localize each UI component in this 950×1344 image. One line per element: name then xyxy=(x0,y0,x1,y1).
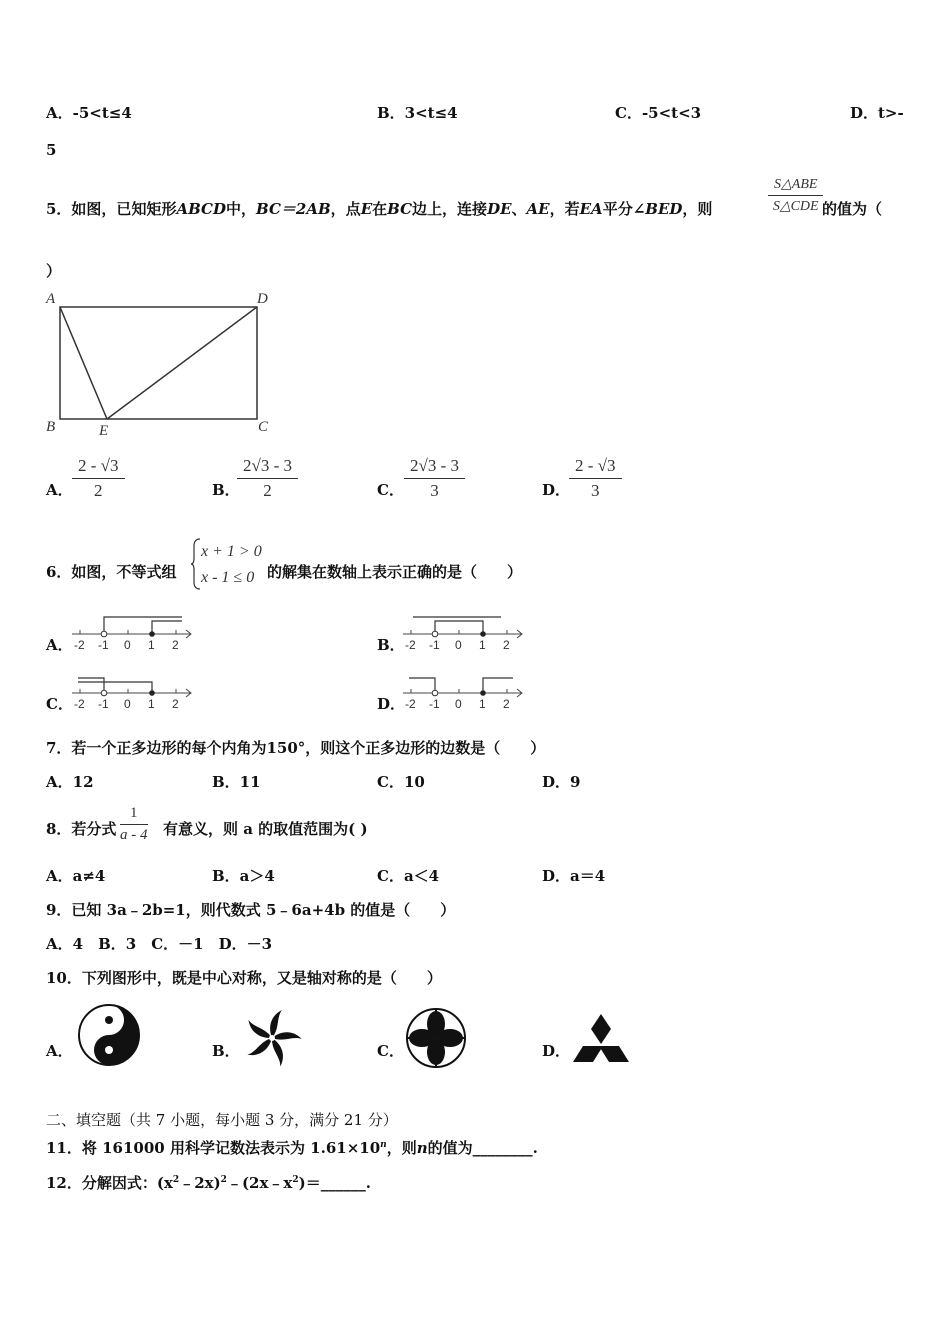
q7-option-b: B．11 xyxy=(212,773,261,791)
q6-option-d-letter: D． xyxy=(377,695,406,713)
label-e: E xyxy=(99,423,109,439)
tick-label: 1 xyxy=(148,697,155,711)
q7-stem: 7．若一个正多边形的每个内角为150°，则这个正多边形的边数是（ ） xyxy=(46,739,546,757)
q5-stem-tail: 的值为（ xyxy=(822,200,883,218)
q5-option-b-fraction: $\frac{2√3 - 3}{2}$ xyxy=(237,456,298,501)
tick-label: 0 xyxy=(455,638,462,652)
label-a: A xyxy=(46,291,56,307)
tick-label: 0 xyxy=(455,697,462,711)
q6-option-a-letter: A． xyxy=(46,636,73,654)
q8-option-c: C．a＜4 xyxy=(377,867,440,885)
q5-option-a-letter: A． xyxy=(46,481,73,499)
tick-label: 2 xyxy=(503,697,510,711)
q4-option-d-wrap: 5 xyxy=(46,141,57,159)
q6-option-c-letter: C． xyxy=(46,695,73,713)
q4-option-b: B．3<t≤4 xyxy=(377,104,458,122)
q6-inequality-1: x + 1 > 0 xyxy=(201,543,262,560)
q6-number-line-d xyxy=(401,672,526,712)
q5-stem: 5．如图，已知矩形ABCD中，BC＝2AB，点E在BC边上，连接DE、AE，若EA平分∠BED，则 xyxy=(46,200,713,218)
q6-number-line-b xyxy=(401,613,526,653)
q10-option-b-letter: B． xyxy=(212,1042,240,1060)
q8-fraction: $\frac{1}{a - 4}$ xyxy=(120,805,148,843)
q5-option-a-fraction: $\frac{2 - √3}{2}$ xyxy=(72,456,125,501)
label-b: B xyxy=(46,419,56,435)
section-2-title: 二、填空题（共 7 小题，每小题 3 分，满分 21 分） xyxy=(46,1111,398,1129)
label-c: C xyxy=(258,419,269,435)
q10-stem: 10．下列图形中，既是中心对称，又是轴对称的是（ ） xyxy=(46,969,442,987)
q11-stem: 11．将 161000 用科学记数法表示为 $1.61\times 10^n$，则n的值为________. xyxy=(46,1139,538,1157)
q12-stem: 12．分解因式：$(x^2﹣2x)^2﹣(2x﹣x^2)=\_\_\_\_\_\_$. xyxy=(46,1174,371,1192)
q7-option-a: A．12 xyxy=(46,773,94,791)
tick-label: -1 xyxy=(98,638,109,652)
q10-option-c-letter: C． xyxy=(377,1042,404,1060)
tick-label: 1 xyxy=(479,638,486,652)
tick-label: 0 xyxy=(124,638,131,652)
q6-stem-lead: 6．如图，不等式组 xyxy=(46,563,177,581)
yin-yang-icon xyxy=(77,1003,141,1067)
q6-number-line-c xyxy=(70,672,195,712)
q6-option-b-letter: B． xyxy=(377,636,405,654)
label-d: D xyxy=(257,291,268,307)
q4-option-c: C．-5<t<3 xyxy=(615,104,702,122)
q10-option-a-letter: A． xyxy=(46,1042,73,1060)
q6-inequality-system xyxy=(201,539,262,591)
tick-label: 2 xyxy=(172,638,179,652)
q4-option-d: D．t>- xyxy=(850,104,904,122)
tick-label: -2 xyxy=(74,697,85,711)
four-petal-circle-icon xyxy=(404,1006,468,1070)
q8-option-b: B．a＞4 xyxy=(212,867,275,885)
q6-number-line-a xyxy=(70,613,195,653)
segment-de xyxy=(107,307,257,419)
q4-option-a: A．-5<t≤4 xyxy=(46,104,132,122)
q6-stem-tail: 的解集在数轴上表示正确的是（ ） xyxy=(267,563,523,581)
q7-option-c: C．10 xyxy=(377,773,425,791)
tick-label: 0 xyxy=(124,697,131,711)
q5-option-b-letter: B． xyxy=(212,481,240,499)
q8-stem-lead: 8．若分式 xyxy=(46,820,117,838)
tick-label: -1 xyxy=(429,638,440,652)
pinwheel-icon xyxy=(240,1006,304,1070)
tick-label: 1 xyxy=(148,638,155,652)
tick-label: -2 xyxy=(405,697,416,711)
tick-label: -2 xyxy=(405,638,416,652)
q5-close-paren: ） xyxy=(46,262,62,280)
q9-stem: 9．已知 3a﹣2b=1，则代数式 5﹣6a+4b 的值是（ ） xyxy=(46,901,456,919)
tick-label: 2 xyxy=(172,697,179,711)
q5-option-d-fraction: $\frac{2 - √3}{3}$ xyxy=(569,456,622,501)
tick-label: 1 xyxy=(479,697,486,711)
q10-option-d-letter: D． xyxy=(542,1042,571,1060)
q8-option-d: D．a＝4 xyxy=(542,867,606,885)
q8-option-a: A．a≠4 xyxy=(46,867,106,885)
q5-option-c-fraction: $\frac{2√3 - 3}{3}$ xyxy=(404,456,465,501)
rectangle-abcd xyxy=(60,307,257,419)
tick-label: -1 xyxy=(429,697,440,711)
q8-stem-tail: 有意义，则 a 的取值范围为( ) xyxy=(163,820,368,838)
three-diamonds-icon xyxy=(571,1012,635,1068)
q6-inequality-2: x - 1 ≤ 0 xyxy=(201,569,255,586)
q7-option-d: D．9 xyxy=(542,773,581,791)
tick-label: 2 xyxy=(503,638,510,652)
tick-label: -2 xyxy=(74,638,85,652)
segment-ae xyxy=(60,307,107,419)
q5-option-c-letter: C． xyxy=(377,481,404,499)
q9-options: A．4 B．3 C．－1 D．－3 xyxy=(46,935,273,953)
q5-area-ratio: S△ABE S△CDE xyxy=(768,176,823,215)
q5-option-d-letter: D． xyxy=(542,481,571,499)
tick-label: -1 xyxy=(98,697,109,711)
